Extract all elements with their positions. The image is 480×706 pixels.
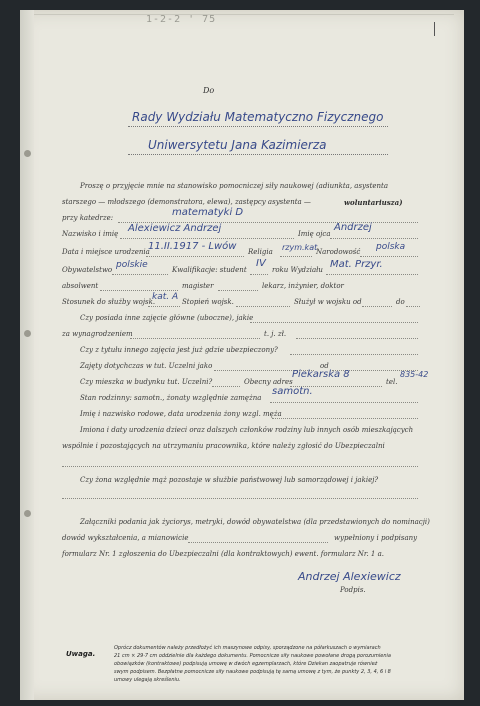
dotted-line: [326, 274, 418, 275]
lekarz-label: lekarz, inżynier, doktor: [262, 282, 344, 290]
intro-line-2: starszego — młodszego (demonstratora, elewa), zastępcy asystenta —: [62, 198, 311, 206]
dotted-line: [270, 402, 418, 403]
obywatelstwo-label: Obywatelstwo: [62, 266, 113, 274]
od-label: od: [320, 362, 329, 370]
dotted-line: [128, 154, 388, 155]
dzieci-line-2: wspólnie i pozostających na utrzymaniu pracownika, które należy zgłosić do Ubezpieczalni: [62, 442, 385, 450]
dotted-line: [62, 466, 418, 467]
tel-value: 835-42: [400, 370, 429, 379]
intro-line-2-bold: woluntariusza): [344, 198, 403, 207]
dotted-line: [212, 386, 240, 387]
nazwisko-label: Nazwisko i imię: [62, 230, 119, 238]
religia-value: rzym.kat: [282, 243, 318, 252]
narodowosc-label: Narodowość: [316, 248, 361, 256]
rok-label: roku Wydziału: [272, 266, 323, 274]
dotted-line: [148, 306, 180, 307]
corner-mark: [434, 22, 435, 36]
adres-value: Piekarska 8: [292, 369, 350, 380]
tel-label: tel.: [386, 378, 398, 386]
dotted-line: [290, 354, 418, 355]
punch-hole: [24, 150, 31, 157]
punch-hole: [24, 510, 31, 517]
binding-edge: [20, 10, 34, 700]
uwaga-title: Uwaga.: [66, 650, 96, 658]
dotted-line: [296, 338, 418, 339]
uwaga-line: Oprócz dokumentów należy przedłożyć ich maszynowe odpisy, sporządzone na półarkuszach o wymiarach: [114, 645, 381, 651]
stan-rodzinny-label: Stan rodzinny: samotn., żonaty względnie zamężna: [80, 394, 262, 402]
stosunek-value: kat. A: [152, 292, 179, 302]
dotted-line: [362, 306, 392, 307]
uwaga-line: 21 cm × 29·7 cm oddzielnie dla każdego dokumentu. Pomocnicze siły naukowe powołane drogą porozumienia: [114, 653, 391, 659]
dotted-line: [120, 238, 294, 239]
stopien-label: Stopień wojsk.: [182, 298, 234, 306]
fold-line: [34, 14, 454, 15]
uwaga-line: obowiązków (kontraktowe) podpisują umowę w dwóch egzemplarzach, które Dziekan zaopatruje również: [114, 661, 378, 667]
dotted-line: [250, 322, 418, 323]
addressee-prefix: Do: [203, 86, 215, 95]
punch-hole: [24, 330, 31, 337]
religia-label: Religia: [248, 248, 273, 256]
signature-value: Andrzej Alexiewicz: [298, 570, 401, 583]
uwaga-line: swym podpisem. Bezpłatne pomocnicze siły naukowe podpisują tę samą umowę z tym, że punkty 2, 3, 4, 6 i 8: [114, 669, 391, 675]
dotted-line: [112, 274, 168, 275]
stosunek-label: Stosunek do służby wojsk.: [62, 298, 156, 306]
katedra-value: matematyki D: [172, 207, 244, 218]
narodowosc-value: polska: [376, 242, 406, 252]
dotted-line: [406, 306, 420, 307]
katedra-label: przy katedrze:: [62, 214, 114, 222]
addressee-line-2: Uniwersytetu Jana Kazimierza: [148, 138, 327, 152]
dotted-line: [62, 498, 418, 499]
dotted-line: [280, 256, 312, 257]
stan-rodzinny-value: samotn.: [272, 386, 313, 397]
magister-label: magister: [182, 282, 214, 290]
za-wynagrodzeniem-label: za wynagrodzeniem: [62, 330, 133, 338]
dotted-line: [146, 256, 244, 257]
pencil-mark: 1-2-2 ' 75: [146, 14, 217, 25]
rok-value: IV: [256, 258, 266, 269]
imie-ojca-label: Imię ojca: [298, 230, 331, 238]
dotted-line: [100, 290, 178, 291]
absolwent-label: absolwent: [62, 282, 99, 290]
ubezpieczony-question: Czy z tytułu innego zajęcia jest już gdzie ubezpieczony?: [80, 346, 278, 354]
zona-label: Imię i nazwisko rodowe, data urodzenia żony wzgl. męża: [80, 410, 282, 418]
zona-sluzba-question: Czy żona względnie mąż pozostaje w służbie państwowej lub samorządowej i jakiej?: [80, 476, 379, 484]
intro-line-1: Proszę o przyjęcie mnie na stanowisko pomocniczej siły naukowej (adiunkta, asystenta: [80, 182, 389, 190]
adres-label: Obecny adres: [244, 378, 293, 386]
do-label: do: [396, 298, 405, 306]
dzieci-line-1: Imiona i daty urodzenia dzieci oraz dalszych członków rodziny lub innych osób mieszkających: [80, 426, 414, 434]
dotted-line: [218, 290, 258, 291]
zalaczniki-line-3: formularz Nr. 1 zgłoszenia do Ubezpieczalni (dla kontraktowych) ewent. formularz Nr. 1 a.: [62, 550, 384, 558]
tjzl-label: t. j. zł.: [264, 330, 287, 338]
addressee-line-1: Rady Wydziału Matematyczno Fizycznego: [132, 110, 384, 124]
dotted-line: [272, 418, 418, 419]
uwaga-line: umowy ulegają skreśleniu.: [114, 677, 181, 683]
wydzial-value: Mat. Przyr.: [330, 259, 383, 270]
dotted-line: [128, 126, 388, 127]
zalaczniki-line-1: Załączniki podania jak życiorys, metryki, dowód obywatelstwa (dla przedstawionych do nominacji): [80, 518, 430, 526]
zajety-label: Zajęty dotychczas w tut. Uczelni jako: [80, 362, 213, 370]
sluzyl-label: Służył w wojsku od: [294, 298, 362, 306]
nazwisko-value: Alexiewicz Andrzej: [128, 223, 222, 234]
mieszka-question: Czy mieszka w budynku tut. Uczelni?: [80, 378, 213, 386]
data-urodzenia-value: 11.II.1917 - Lwów: [148, 241, 237, 252]
dotted-line: [330, 238, 418, 239]
dotted-line: [130, 338, 260, 339]
dotted-line: [250, 274, 268, 275]
kwalifikacje-label: Kwalifikacje: student: [172, 266, 247, 274]
posiada-question: Czy posiada inne zajęcie główne (uboczne), jakie: [80, 314, 254, 322]
dotted-line: [360, 256, 418, 257]
zalaczniki-line-2a: dowód wykształcenia, a mianowicie: [62, 534, 189, 542]
data-urodzenia-label: Data i miejsce urodzenia: [62, 248, 150, 256]
obywatelstwo-value: polskie: [116, 260, 148, 270]
dotted-line: [188, 542, 328, 543]
signature-label: Podpis.: [340, 586, 366, 594]
dotted-line: [236, 306, 290, 307]
imie-ojca-value: Andrzej: [334, 222, 372, 233]
zalaczniki-line-2b: wypełniony i podpisany: [334, 534, 418, 542]
